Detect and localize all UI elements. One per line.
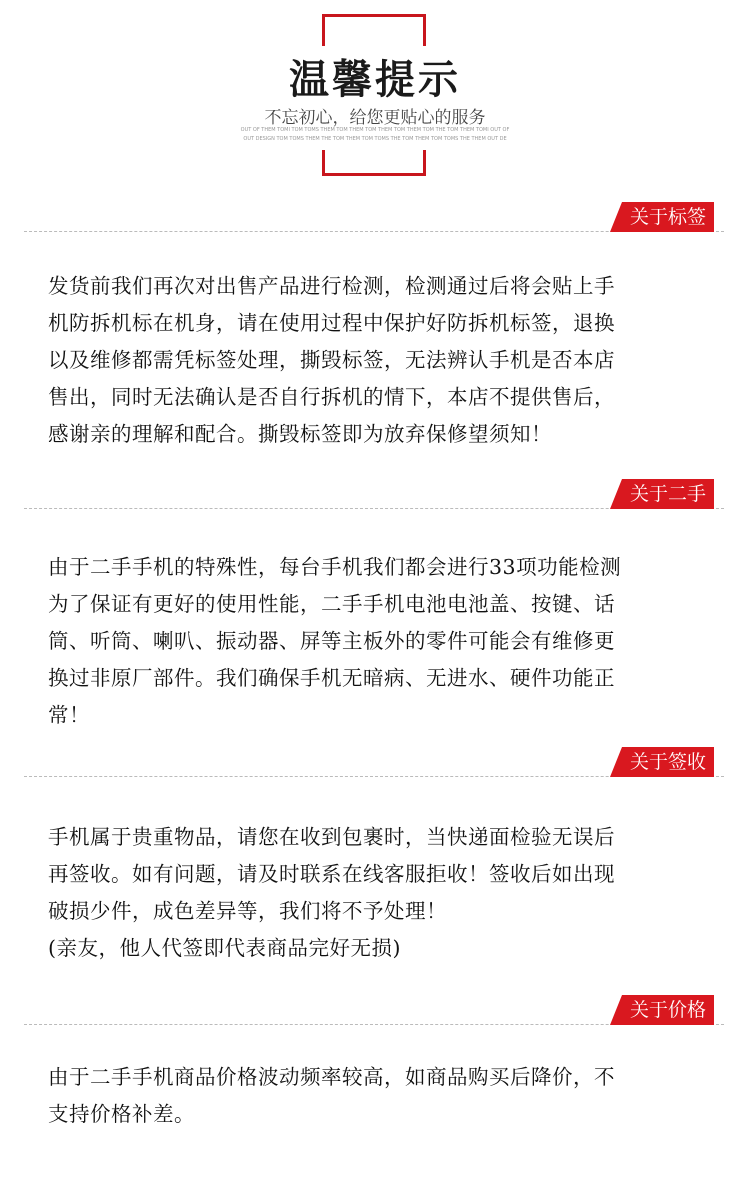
section-body: [48, 1059, 708, 1133]
body-line: 支持价格补差。: [48, 1102, 195, 1126]
body-line: 由于二手手机商品价格波动频率较高，如商品购买后降价，不: [48, 1065, 615, 1089]
body-line: 售出，同时无法确认是否自行拆机的情下，本店不提供售后，: [48, 385, 615, 409]
header: [0, 0, 750, 200]
body-line: 发货前我们再次对出售产品进行检测，检测通过后将会贴上手: [48, 274, 615, 298]
section-tag: 关于签收: [622, 747, 714, 777]
body-line: 由于二手手机的特殊性，每台手机我们都会进行33项功能检测: [48, 555, 622, 579]
body-line: (亲友，他人代签即代表商品完好无损): [48, 936, 401, 960]
body-line: 换过非原厂部件。我们确保手机无暗病、无进水、硬件功能正: [48, 666, 615, 690]
body-line: 为了保证有更好的使用性能，二手手机电池电池盖、按键、话: [48, 592, 615, 616]
fine-print-line-2: OUT DESIGN TOM TOMS THEM THE TOM THEM TOM TOMS THE TOM THEM TOM TOMS THE THEM OUT DE: [243, 136, 507, 142]
body-line: 以及维修都需凭标签处理，撕毁标签，无法辨认手机是否本店: [48, 348, 615, 372]
section-body: [48, 549, 708, 734]
body-line: 筒、听筒、喇叭、振动器、屏等主板外的零件可能会有维修更: [48, 629, 615, 653]
body-line: 感谢亲的理解和配合。撕毁标签即为放弃保修望须知！: [48, 422, 552, 446]
section-body: [48, 268, 708, 453]
body-line: 常！: [48, 703, 90, 727]
body-line: 机防拆机标在机身，请在使用过程中保护好防拆机标签，退换: [48, 311, 615, 335]
section-tag: 关于价格: [622, 995, 714, 1025]
section-body: [48, 819, 708, 967]
page-subtitle: 不忘初心，给您更贴心的服务: [264, 108, 486, 128]
fine-print-line-1: OUT OF THEM TOMI TOM TOMS THEM TOM THEM TOM THEM TOM THEM TOM THE TOM THEM TOMI OUT OF: [240, 127, 510, 133]
body-line: 破损少件，成色差异等，我们将不予处理！: [48, 899, 447, 923]
section-tag: 关于标签: [622, 202, 714, 232]
body-line: 再签收。如有问题，请及时联系在线客服拒收！签收后如出现: [48, 862, 615, 886]
body-line: 手机属于贵重物品，请您在收到包裹时，当快递面检验无误后: [48, 825, 615, 849]
section-tag: 关于二手: [622, 479, 714, 509]
page-title: 温馨提示: [289, 57, 461, 103]
